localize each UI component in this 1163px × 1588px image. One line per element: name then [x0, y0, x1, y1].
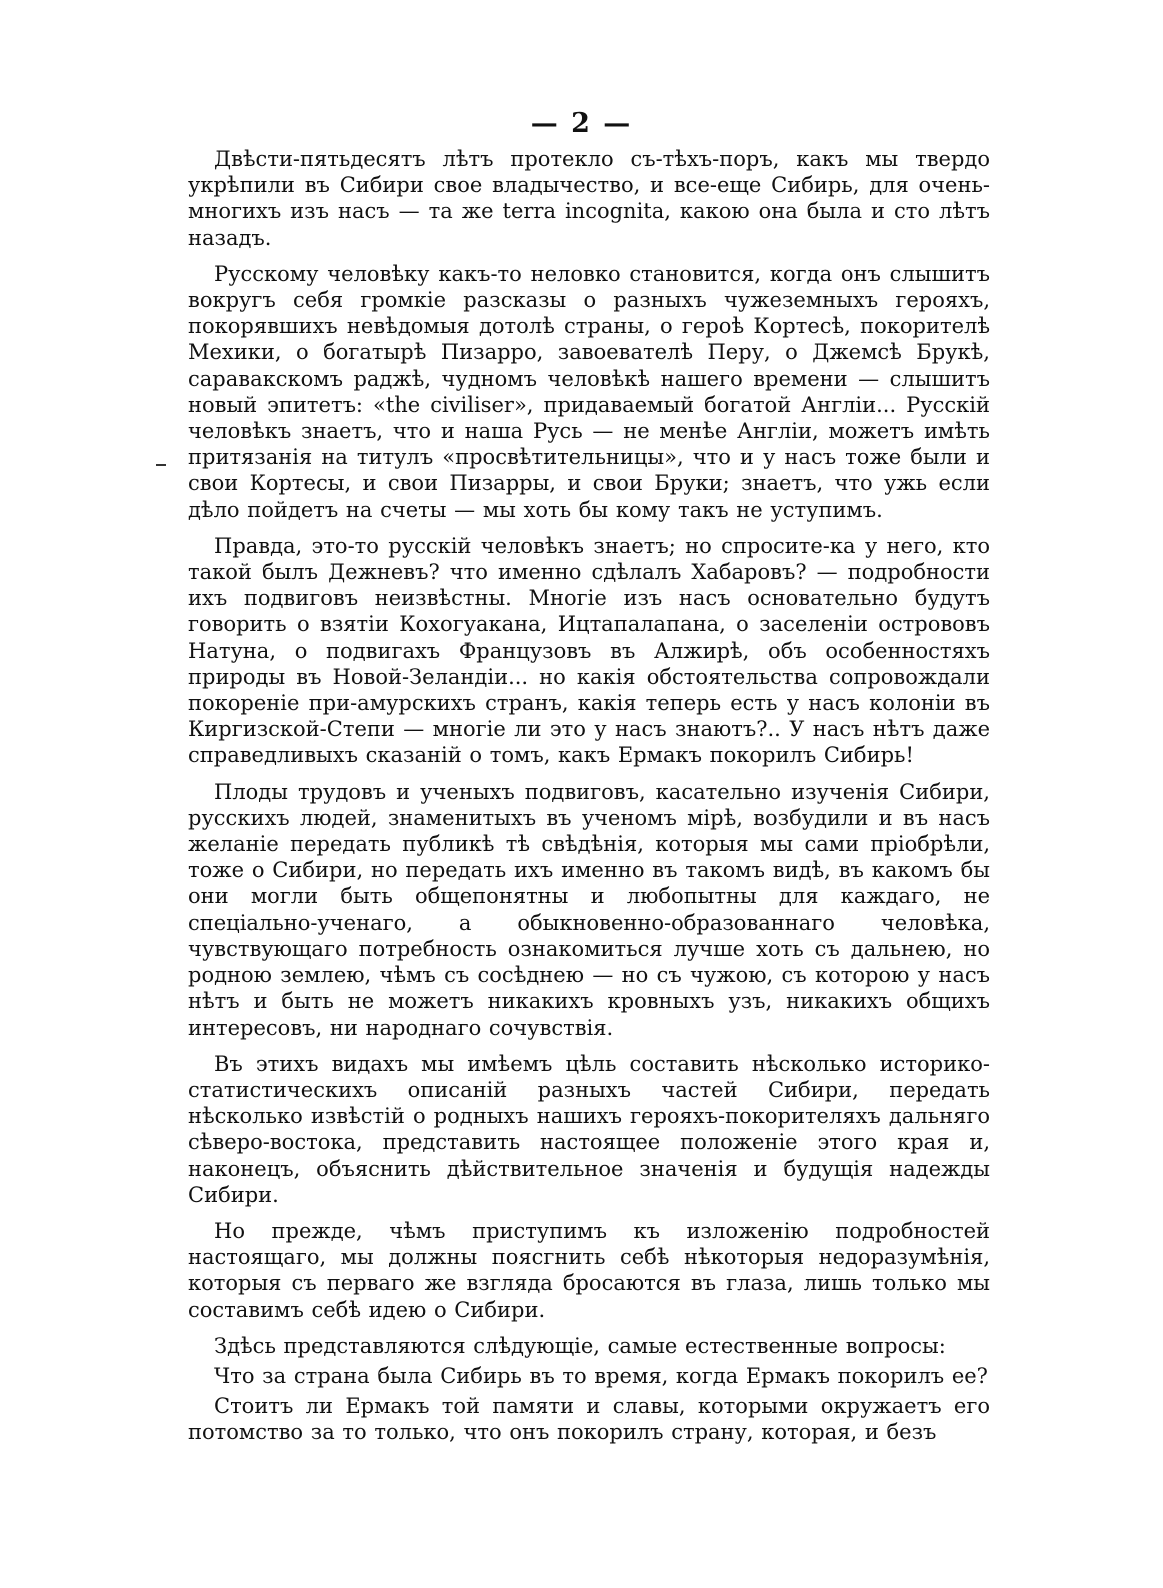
- page-number: — 2 —: [530, 108, 633, 139]
- paragraph-8: Что за страна была Сибирь въ то время, когда Ермакъ покорилъ ее?: [214, 1363, 988, 1388]
- paragraph-2: Русскому человѣку какъ-то неловко становится, когда онъ слышитъ вокругъ себя громкіе разсказы о разныхъ чужеземныхъ герояхъ, покорявшихъ невѣдомыя дотолѣ страны, о героѣ Кортесѣ, покорителѣ Мехики, о богатырѣ Пизарро, завоевателѣ Перу, о Джемсѣ Брукѣ, саравакскомъ раджѣ, чудномъ человѣкѣ нашего времени — слышитъ новый эпитетъ: «the civiliser», придаваемый богатой Англіи... Русскій человѣкъ знаетъ, что и наша Русь — не менѣе Англіи, можетъ имѣть притязанія на титулъ «просвѣтительницы», что и у насъ тоже были и свои Кортесы, и свои Пизарры, и свои Бруки; знаетъ, что ужь если дѣло пойдетъ на счеты — мы хоть бы кому такъ не уступимъ.: [188, 261, 990, 522]
- margin-mark: [156, 464, 166, 466]
- paragraph-5: Въ этихъ видахъ мы имѣемъ цѣль составить нѣсколько историко-статистическихъ описаній разныхъ частей Сибири, передать нѣсколько извѣстій о родныхъ нашихъ герояхъ-покорителяхъ дальняго сѣверо-востока, представить настоящее положеніе этого края и, наконецъ, объяснить дѣйствительное значенія и будущія надежды Сибири.: [188, 1051, 990, 1207]
- paragraph-3: Правда, это-то русскій человѣкъ знаетъ; но спросите-ка у него, кто такой былъ Дежневъ? что именно сдѣлалъ Хабаровъ? — подробности ихъ подвиговъ неизвѣстны. Многіе изъ насъ основательно будутъ говорить о взятіи Кохогуакана, Ицтапалапана, о заселеніи острововъ Натуна, о подвигахъ Французовъ въ Алжирѣ, объ особенностяхъ природы въ Новой-Зеландіи... но какія обстоятельства сопровождали покореніе при-амурскихъ странъ, какія теперь есть у насъ колоніи въ Киргизской-Степи — многіе ли это у насъ знаютъ?.. У насъ нѣтъ даже справедливыхъ сказаній о томъ, какъ Ермакъ покорилъ Сибирь!: [188, 533, 990, 768]
- paragraph-7: Здѣсь представляются слѣдующіе, самые естественные вопросы:: [214, 1333, 946, 1358]
- paragraph-6: Но прежде, чѣмъ приступимъ къ изложенію подробностей настоящаго, мы должны поясгнить себѣ нѣкоторыя недоразумѣнія, которыя съ перваго же взгляда бросаются въ глаза, лишь только мы составимъ себѣ идею о Сибири.: [188, 1218, 990, 1322]
- paragraph-4: Плоды трудовъ и ученыхъ подвиговъ, касательно изученія Сибири, русскихъ людей, знаменитыхъ въ ученомъ мірѣ, возбудили и въ насъ желаніе передать публикѣ тѣ свѣдѣнія, которыя мы сами пріобрѣли, тоже о Сибири, но передать ихъ именно въ такомъ видѣ, въ какомъ бы они могли быть общепонятны и любопытны для каждаго, не спеціально-ученаго, а обыкновенно-образованнаго человѣка, чувствующаго потребность ознакомиться лучше хоть съ дальнею, но родною землею, чѣмъ съ сосѣднею — но съ чужою, съ которою у насъ нѣтъ и быть не можетъ никакихъ кровныхъ узъ, никакихъ общихъ интересовъ, ни народнаго сочувствія.: [188, 779, 990, 1040]
- paragraph-1: Двѣсти-пятьдесятъ лѣтъ протекло съ-тѣхъ-поръ, какъ мы твердо укрѣпили въ Сибири свое владычество, и все-еще Сибирь, для очень-многихъ изъ насъ — та же terra incognita, какою она была и сто лѣтъ назадъ.: [188, 147, 990, 250]
- body-text: [188, 146, 990, 1456]
- paragraph-9: Стоитъ ли Ермакъ той памяти и славы, которыми окружаетъ его потомство за то только, что онъ покорилъ страну, которая, и безъ: [188, 1394, 990, 1445]
